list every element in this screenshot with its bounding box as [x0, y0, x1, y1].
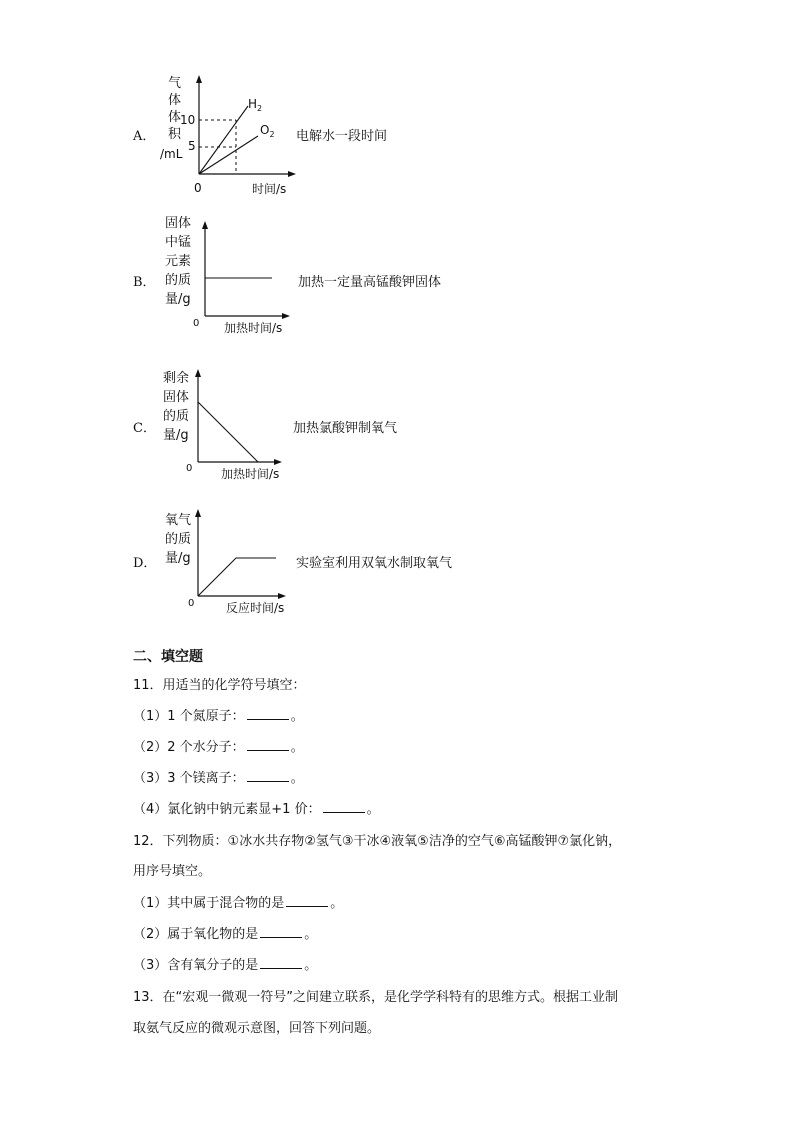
- graph-c-ylabel-4: 量/g: [163, 428, 189, 443]
- graph-c-ylabel-3: 的质: [163, 409, 190, 424]
- q12-item-2: [133, 923, 317, 942]
- graph-a-label-h2: $H_2$: [248, 97, 263, 113]
- graph-a-xlabel: 时间/s: [252, 182, 287, 196]
- graph-c-x-arrow: [274, 459, 282, 465]
- q12-item-1-text: （1）其中属于混合物的是: [133, 896, 285, 911]
- graph-d-line: [198, 558, 276, 596]
- q12-item-1: [133, 892, 343, 911]
- graph-b-ylabel-3: 元素: [165, 254, 192, 269]
- q12-stem: 12．下列物质：①冰水共存物②氢气③干冰④液氧⑤洁净的空气⑥高锰酸钾⑦氯化钠，: [133, 834, 622, 849]
- q11-item-3-text: （3）3 个镁离子：: [133, 771, 245, 786]
- graph-a-ylabel-4: 积: [168, 127, 182, 142]
- graph-c-origin: 0: [186, 463, 193, 474]
- q11-item-4: [133, 798, 380, 817]
- graph-a-ylabel-5: /mL: [160, 147, 183, 161]
- section-title: 二、填空题: [133, 649, 203, 665]
- q13-line-1: 13．在“宏观一微观一符号”之间建立联系，是化学学科特有的思维方式。根据工业制: [133, 990, 619, 1005]
- q12-item-3: [133, 954, 317, 973]
- graph-b-ylabel-2: 中锰: [165, 235, 192, 250]
- q12-stem-2: 用序号填空。: [133, 864, 212, 879]
- option-c-letter: C．: [133, 421, 156, 436]
- q11-item-4-blank[interactable]: [323, 800, 365, 813]
- option-b-letter: B．: [133, 275, 156, 290]
- graph-a-line-o2: [199, 136, 258, 174]
- q11-item-2: [133, 736, 304, 755]
- graph-b-x-arrow: [282, 313, 290, 319]
- graph-c-xlabel: 加热时间/s: [221, 467, 280, 481]
- graph-b-ylabel-5: 量/g: [165, 292, 191, 307]
- q11-stem: 11．用适当的化学符号填空：: [133, 678, 306, 693]
- graph-a-line-h2: [199, 106, 248, 174]
- option-b-desc: 加热一定量高锰酸钾固体: [298, 275, 442, 290]
- graph-d-x-arrow: [278, 593, 286, 599]
- graph-a-origin: 0: [194, 181, 202, 195]
- q12-item-1-end: 。: [330, 896, 344, 911]
- option-d-letter: D．: [133, 556, 157, 571]
- q12-item-3-blank[interactable]: [260, 956, 302, 969]
- graph-d-ylabel-2: 的质: [165, 532, 192, 547]
- graph-b: [150, 210, 300, 338]
- graph-b-ylabel-4: 的质: [165, 273, 192, 288]
- graph-d-ylabel-1: 氧气: [165, 513, 192, 528]
- graph-a-ylabel-3: 体: [168, 110, 182, 125]
- q12-item-2-blank[interactable]: [260, 925, 302, 938]
- graph-c-ylabel-1: 剩余: [163, 371, 190, 386]
- q11-item-2-text: （2）2 个水分子：: [133, 740, 245, 755]
- q11-item-4-end: 。: [366, 802, 380, 817]
- graph-a: [150, 70, 300, 200]
- graph-a-ylabel-1: 气: [168, 76, 182, 91]
- q11-item-1-blank[interactable]: [247, 707, 289, 720]
- q11-item-2-end: 。: [290, 740, 304, 755]
- q11-item-1: [133, 705, 304, 724]
- graph-d-y-arrow: [195, 509, 201, 517]
- q11-item-4-text: （4）氯化钠中钠元素显+1 价：: [133, 802, 321, 817]
- graph-a-ytick-10: 10: [180, 113, 196, 127]
- graph-c-line: [198, 402, 258, 462]
- q13-line-2: 取氨气反应的微观示意图，回答下列问题。: [133, 1021, 381, 1036]
- graph-c-y-arrow: [195, 369, 201, 377]
- q11-item-3: [133, 767, 304, 786]
- q12-item-3-text: （3）含有氧分子的是: [133, 958, 259, 973]
- graph-a-ytick-5: 5: [188, 139, 196, 153]
- graph-b-y-arrow: [202, 221, 208, 229]
- graph-d-origin: 0: [188, 598, 195, 609]
- q11-item-1-text: （1）1 个氮原子：: [133, 709, 245, 724]
- graph-a-ylabel-2: 体: [168, 93, 182, 108]
- q12-item-1-blank[interactable]: [286, 894, 328, 907]
- q11-item-1-end: 。: [290, 709, 304, 724]
- q11-item-2-blank[interactable]: [247, 738, 289, 751]
- option-a-desc: 电解水一段时间: [296, 129, 388, 144]
- q11-item-3-end: 。: [290, 771, 304, 786]
- q12-item-2-end: 。: [304, 927, 318, 942]
- q12-item-3-end: 。: [304, 958, 318, 973]
- graph-b-xlabel: 加热时间/s: [224, 321, 283, 335]
- graph-b-origin: 0: [193, 318, 200, 329]
- graph-d-xlabel: 反应时间/s: [226, 601, 285, 615]
- graph-c-ylabel-2: 固体: [163, 390, 190, 405]
- q12-item-2-text: （2）属于氧化物的是: [133, 927, 259, 942]
- graph-a-x-arrow: [288, 171, 296, 177]
- graph-c: [150, 360, 300, 485]
- q11-item-3-blank[interactable]: [247, 769, 289, 782]
- option-d-desc: 实验室利用双氧水制取氧气: [296, 556, 453, 571]
- graph-d-ylabel-3: 量/g: [165, 551, 191, 566]
- graph-a-label-o2: $O_2$: [260, 123, 275, 139]
- option-a-letter: A．: [133, 129, 156, 144]
- graph-b-ylabel-1: 固体: [165, 216, 192, 231]
- option-c-desc: 加热氯酸钾制氧气: [293, 421, 398, 436]
- graph-d: [150, 500, 300, 622]
- graph-a-y-arrow: [196, 75, 202, 83]
